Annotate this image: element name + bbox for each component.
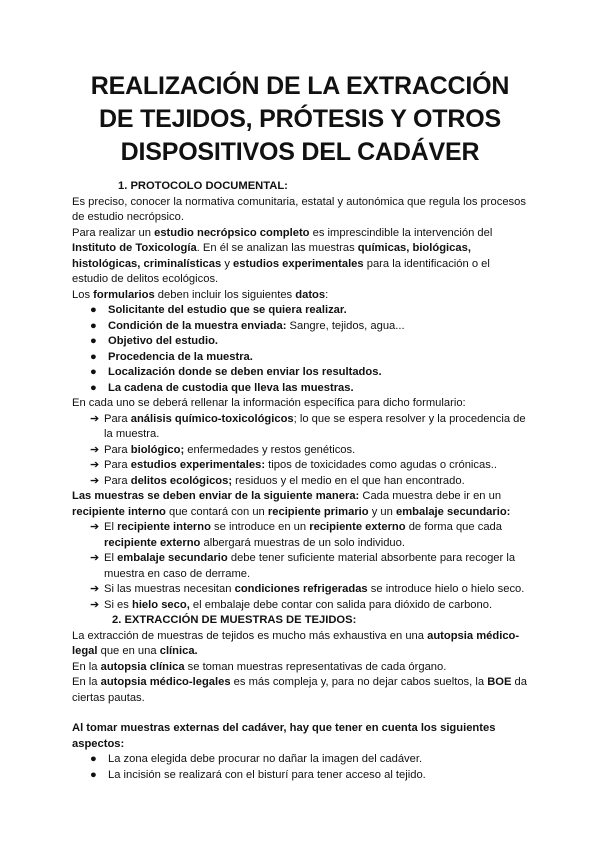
title-line: DE TEJIDOS, PRÓTESIS Y OTROS <box>99 105 501 133</box>
list-item: ➔ Para análisis químico-toxicológicos; lo que se espera resolver y la procedencia de la muestra. <box>90 412 526 440</box>
list-item: ● Localización donde se deben enviar los resultados. <box>72 365 528 381</box>
arrow-icon: ➔ <box>90 583 100 595</box>
title-line: REALIZACIÓN DE LA EXTRACCIÓN <box>90 72 510 100</box>
arrow-icon: ➔ <box>90 552 100 564</box>
list-item: ● Condición de la muestra enviada: Sangre, tejidos, agua... <box>72 319 528 335</box>
bullet-icon: ● <box>90 381 97 394</box>
arrow-icon: ➔ <box>90 598 100 611</box>
paragraph-autopsia-clinica: En la autopsia clínica se toman muestras representativas de cada órgano. <box>72 660 447 673</box>
list-item: ➔ El embalaje secundario debe tener suficiente material absorbente para recoger la muestra en caso de derrame. <box>90 552 516 580</box>
list-item: ➔ Para delitos ecológicos; residuos y el medio en el que han encontrado. <box>72 474 528 490</box>
paragraph-normativa: Es preciso, conocer la normativa comunitaria, estatal y autonómica que regula los procesos de estudio necrópsico. <box>72 195 526 223</box>
list-item: ● La incisión se realizará con el bisturí para tener acceso al tejido. <box>72 768 528 784</box>
paragraph-formularios: Los formularios deben incluir los siguientes datos: <box>72 288 329 301</box>
bullet-icon: ● <box>90 304 97 316</box>
arrow-icon: ➔ <box>90 474 100 487</box>
title-line: DISPOSITIVOS DEL CADÁVER <box>120 138 480 166</box>
list-item: ➔ Para biológico; enfermedades y restos genéticos. <box>72 443 528 459</box>
paragraph-instituto: Para realizar un estudio necrópsico completo es imprescindible la intervención del Instituto de Toxicología. En él se analizan las muestras químicas, biológicas, histológicas, criminalísticas y estudios experimentales para la identificación o el estudio de delitos ecológicos. <box>72 226 493 285</box>
list-item: ➔ Si las muestras necesitan condiciones refrigeradas se introduce hielo o hielo seco. <box>72 582 528 598</box>
list-item: ➔ Si es hielo seco, el embalaje debe contar con salida para dióxido de carbono. <box>72 598 528 614</box>
bullet-icon: ● <box>90 319 97 332</box>
list-item: ➔ Para estudios experimentales: tipos de toxicidades como agudas o crónicas.. <box>72 458 528 474</box>
list-item: ● Objetivo del estudio. <box>72 334 528 350</box>
bullet-icon: ● <box>90 335 97 347</box>
analisis-list <box>72 412 528 490</box>
envio-list <box>72 520 528 613</box>
paragraph-autopsia-medico-legal: En la autopsia médico-legales es más compleja y, para no dejar cabos sueltos, la BOE da ciertas pautas. <box>72 676 527 704</box>
arrow-icon: ➔ <box>90 412 100 425</box>
arrow-icon: ➔ <box>90 443 100 456</box>
bullet-icon: ● <box>90 768 97 781</box>
section-heading-extraccion: 2. EXTRACCIÓN DE MUESTRAS DE TEJIDOS: <box>112 614 357 626</box>
arrow-icon: ➔ <box>90 521 100 533</box>
bullet-icon: ● <box>90 350 97 363</box>
document-title <box>72 70 528 169</box>
paragraph-envio: Las muestras se deben enviar de la siguiente manera: Cada muestra debe ir en un recipiente interno que contará con un recipiente primario y un embalaje secundario: <box>72 490 511 518</box>
arrow-icon: ➔ <box>90 459 100 471</box>
list-item: ● La cadena de custodia que lleva las muestras. <box>72 381 528 397</box>
bullet-icon: ● <box>90 366 97 378</box>
section-heading-protocolo: 1. PROTOCOLO DOCUMENTAL: <box>118 180 288 192</box>
aspectos-list <box>72 752 528 783</box>
spacer <box>72 706 528 721</box>
paragraph-muestras-externas: Al tomar muestras externas del cadáver, hay que tener en cuenta los siguientes aspectos: <box>72 722 496 750</box>
paragraph-extraccion: La extracción de muestras de tejidos es mucho más exhaustiva en una autopsia médico-legal que en una clínica. <box>72 629 520 657</box>
list-item: ➔ El recipiente interno se introduce en un recipiente externo de forma que cada recipiente externo albergará muestras de un solo individuo. <box>90 521 502 549</box>
list-item: ● Procedencia de la muestra. <box>72 350 528 366</box>
list-item: ● Solicitante del estudio que se quiera realizar. <box>72 303 528 319</box>
list-item: ● La zona elegida debe procurar no dañar la imagen del cadáver. <box>72 752 528 768</box>
datos-list <box>72 303 528 396</box>
paragraph-informacion: En cada uno se deberá rellenar la información específica para dicho formulario: <box>72 397 466 409</box>
bullet-icon: ● <box>90 753 97 765</box>
